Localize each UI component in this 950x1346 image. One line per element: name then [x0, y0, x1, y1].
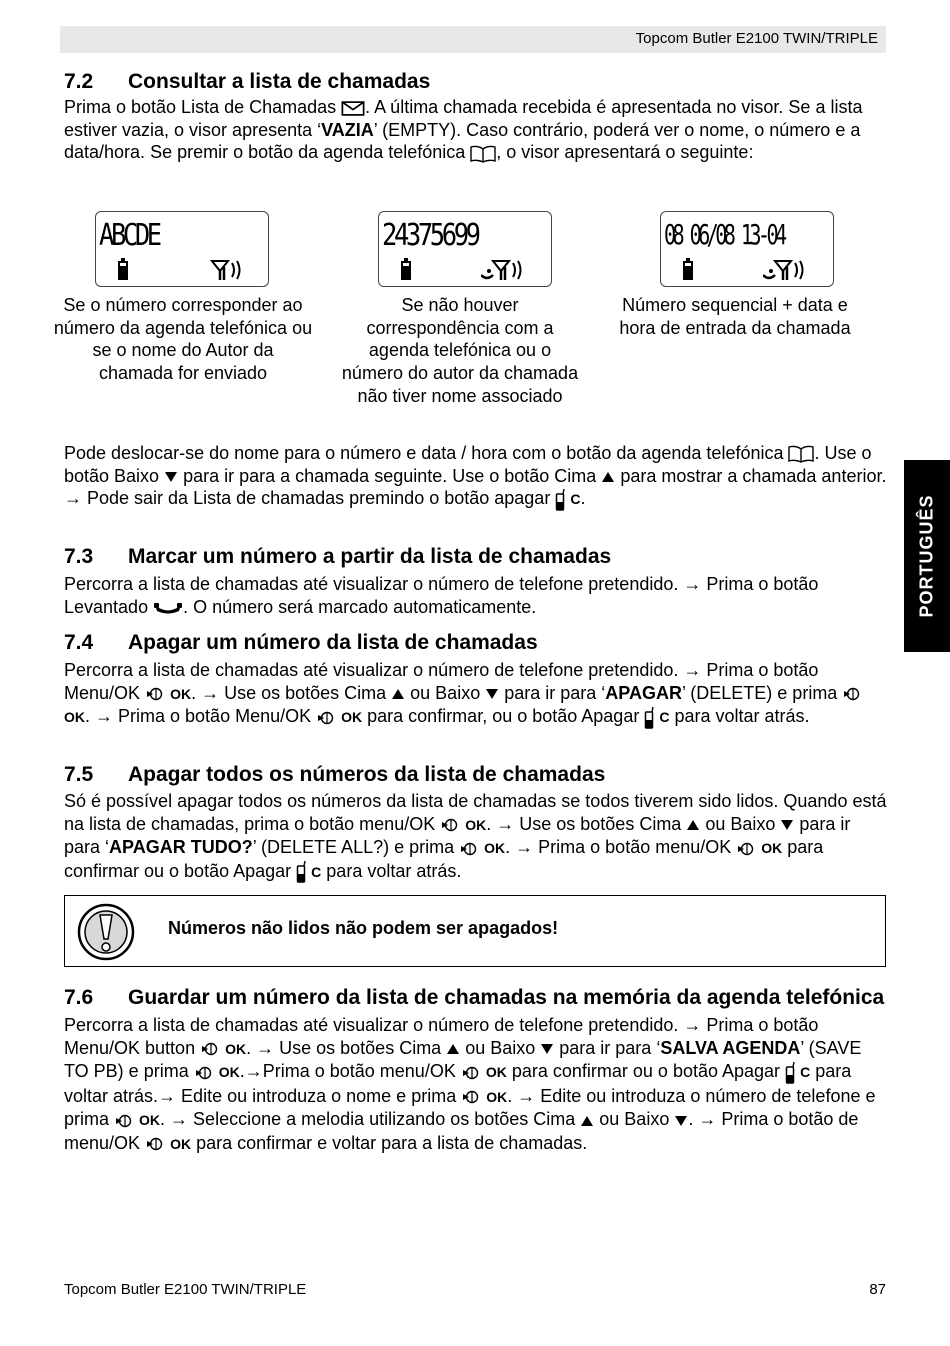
section-number: 7.5 — [64, 763, 94, 786]
call-signal-icon — [481, 259, 525, 281]
lcd-display-datetime — [660, 211, 834, 287]
lcd-text: 08 06/08 13-04 — [664, 218, 784, 251]
paragraph-7-5: Só é possível apagar todos os números da lista de chamadas se todos tiverem sido lidos. Quando está na lista de chamadas, prima o botão menu/OK OK. → Use os botões Cima ou Baixo para ir para ‘APAGAR TUDO?’ (DELETE ALL?) e prima OK. → Prima o botão menu/OK OK para confirmar ou o botão Apagar C para voltar atrás. — [64, 790, 890, 884]
paragraph-7-3: Percorra a lista de chamadas até visualizar o número de telefone pretendido. → Prima o botão Levantado . O número será marcado automaticamente. — [64, 574, 819, 617]
menu-ok-icon — [459, 841, 479, 857]
down-arrow-icon — [164, 471, 178, 483]
menu-ok-icon — [461, 1089, 481, 1105]
page-number: 87 — [869, 1281, 886, 1298]
delete-key-icon — [296, 860, 306, 884]
lcd-text: ABCDE — [99, 218, 159, 253]
off-hook-icon — [153, 602, 183, 614]
battery-icon — [401, 258, 411, 280]
phonebook-icon — [470, 145, 496, 163]
paragraph-7-4: Percorra a lista de chamadas até visualizar o número de telefone pretendido. → Prima o botão Menu/OK OK. → Use os botões Cima ou Baixo para ir para ‘APAGAR’ (DELETE) e prima OK. → Prima o botão Menu/OK OK para confirmar, ou o botão Apagar C para voltar atrás. — [64, 659, 890, 730]
delete-key-icon — [785, 1061, 795, 1085]
envelope-icon — [341, 100, 365, 117]
menu-ok-icon — [114, 1113, 134, 1129]
menu-ok-icon — [200, 1041, 220, 1057]
phonebook-icon — [788, 445, 814, 463]
language-tab — [904, 460, 950, 652]
header-bar — [60, 26, 886, 53]
menu-ok-icon — [440, 817, 460, 833]
section-heading-7-2 — [64, 70, 430, 94]
menu-ok-icon — [145, 686, 165, 702]
lcd-text: 24375699 — [382, 218, 478, 253]
paragraph-7-2: Prima o botão Lista de Chamadas . A última chamada recebida é apresentada no visor. Se a lista estiver vazia, o visor apresenta ‘VAZIA’ (EMPTY). Caso contrário, poderá ver o nome, o número e a data/hora. Se premir o botão da agenda telefónica , o visor apresentará o seguinte: — [64, 97, 863, 163]
down-arrow-icon — [674, 1115, 688, 1127]
section-number: 7.3 — [64, 545, 94, 568]
delete-key-icon — [555, 488, 565, 512]
up-arrow-icon — [601, 471, 615, 483]
section-number: 7.4 — [64, 631, 94, 654]
section-number: 7.6 — [64, 986, 94, 1009]
battery-icon — [118, 258, 128, 280]
footer-title: Topcom Butler E2100 TWIN/TRIPLE — [64, 1281, 307, 1298]
battery-icon — [683, 258, 693, 280]
warning-icon — [77, 903, 135, 961]
menu-ok-icon — [145, 1136, 165, 1152]
paragraph-7-6: Percorra a lista de chamadas até visualizar o número de telefone pretendido. → Prima o botão Menu/OK button OK. → Use os botões Cima ou Baixo para ir para ‘SALVA AGENDA’ (SAVE TO PB) e prima OK.→Prima o botão menu/OK OK para confirmar ou o botão Apagar C para voltar atrás.→ Edite ou introduza o nome e prima OK. → Edite ou introduza o número de telefone e prima OK. → Seleccione a melodia utilizando os botões Cima ou Baixo . → Prima o botão de menu/OK OK para confirmar e voltar para a lista de chamadas. — [64, 1015, 876, 1154]
up-arrow-icon — [580, 1115, 594, 1127]
lcd-display-number — [378, 211, 552, 287]
language-label: PORTUGUÊS — [916, 494, 937, 618]
down-arrow-icon — [540, 1043, 554, 1055]
menu-ok-icon — [194, 1065, 214, 1081]
section-heading-7-3 — [64, 545, 611, 569]
section-title: Apagar todos os números da lista de chamadas — [128, 763, 606, 786]
down-arrow-icon — [780, 819, 794, 831]
menu-ok-icon — [736, 841, 756, 857]
header-title: Topcom Butler E2100 TWIN/TRIPLE — [635, 30, 878, 47]
section-heading-7-4 — [64, 631, 538, 655]
section-title: Consultar a lista de chamadas — [128, 70, 431, 93]
delete-key-icon — [644, 706, 654, 730]
up-arrow-icon — [391, 688, 405, 700]
menu-ok-icon — [461, 1065, 481, 1081]
menu-ok-icon — [842, 686, 862, 702]
warning-note — [64, 895, 886, 967]
section-title: Apagar um número da lista de chamadas — [128, 631, 538, 654]
signal-icon — [208, 259, 244, 281]
paragraph-navigation: Pode deslocar-se do nome para o número e data / hora com o botão da agenda telefónica . Use o botão Baixo para ir para a chamada seguinte. Use o botão Cima para mostrar a chamada anterior. → Pode sair da Lista de chamadas premindo o botão apagar C. — [64, 442, 890, 512]
note-text: Números não lidos não podem ser apagados! — [168, 918, 559, 938]
up-arrow-icon — [686, 819, 700, 831]
display-caption: Se não houver correspondência com a agenda telefónica ou o número do autor da chamada não tiver nome associado — [341, 295, 579, 406]
lcd-display-name — [95, 211, 269, 287]
section-title: Guardar um número da lista de chamadas na memória da agenda telefónica — [128, 986, 885, 1009]
section-number: 7.2 — [64, 70, 94, 93]
up-arrow-icon — [446, 1043, 460, 1055]
section-heading-7-5 — [64, 763, 605, 787]
display-caption: Número sequencial + data e hora de entrada da chamada — [619, 295, 851, 338]
section-heading-7-6 — [64, 986, 884, 1010]
display-caption: Se o número corresponder ao número da agenda telefónica ou se o nome do Autor da chamada for enviado — [53, 295, 313, 384]
menu-ok-icon — [316, 710, 336, 726]
section-title: Marcar um número a partir da lista de chamadas — [128, 545, 612, 568]
down-arrow-icon — [485, 688, 499, 700]
call-signal-icon — [763, 259, 807, 281]
